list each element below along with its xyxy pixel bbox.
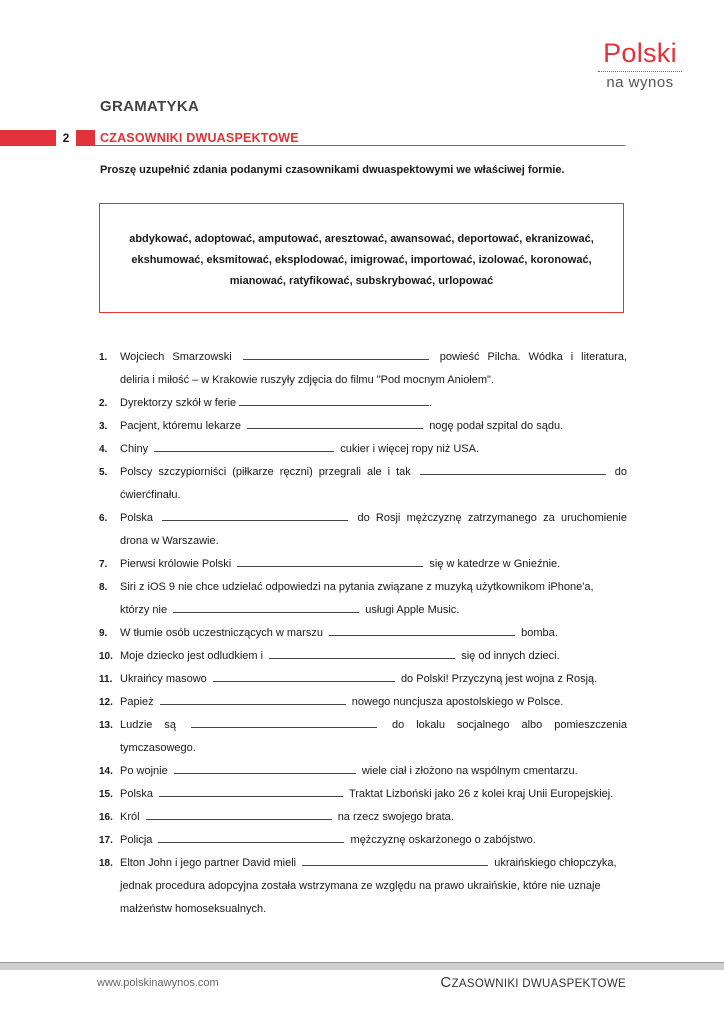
exercise-number: 14. xyxy=(99,766,113,777)
exercise-text: Elton John i jego partner David mieli xyxy=(120,857,297,869)
exercise-number: 15. xyxy=(99,789,113,800)
exercise-text: do xyxy=(614,466,627,478)
exercise-text: tymczasowego. xyxy=(120,742,196,754)
footer-title xyxy=(440,974,626,991)
exercise-number: 6. xyxy=(99,513,108,524)
exercise-text: się w katedrze w Gnieźnie. xyxy=(429,558,561,570)
exercise-number: 7. xyxy=(99,559,108,570)
exercise-text: się od innych dzieci. xyxy=(461,650,560,662)
answer-blank[interactable] xyxy=(302,854,488,866)
exercise-line xyxy=(120,461,627,484)
instruction: Proszę uzupełnić zdania podanymi czasownikami dwuaspektowymi we właściwej formie. xyxy=(100,164,565,176)
answer-blank[interactable] xyxy=(146,808,332,820)
exercise-text: do lokalu socjalnego albo pomieszczenia xyxy=(391,719,628,731)
exercise-line xyxy=(120,599,627,622)
footer-title-initial: C xyxy=(440,974,452,991)
word-bank-line: mianować, ratyfikować, subskrybować, urlopować xyxy=(229,275,494,287)
exercise-text: Moje dziecko jest odludkiem i xyxy=(120,650,264,662)
exercise-line xyxy=(120,346,627,369)
answer-blank[interactable] xyxy=(159,785,343,797)
exercise-number: 12. xyxy=(99,697,113,708)
exercise-text: Pierwsi królowie Polski xyxy=(120,558,232,570)
exercise-text: usługi Apple Music. xyxy=(365,604,460,616)
exercise-number: 8. xyxy=(99,582,108,593)
exercise-text: którzy nie xyxy=(120,604,168,616)
exercise-item xyxy=(99,392,627,415)
exercise-number: 18. xyxy=(99,858,113,869)
exercise-number: 16. xyxy=(99,812,113,823)
exercise-text: na rzecz swojego brata. xyxy=(337,811,454,823)
exercise-text: nogę podał szpital do sądu. xyxy=(429,420,564,432)
footer-band xyxy=(0,962,724,970)
exercise-item xyxy=(99,645,627,668)
answer-blank[interactable] xyxy=(191,716,377,728)
logo xyxy=(592,38,688,92)
exercise-number: 1. xyxy=(99,352,108,363)
exercise-text: . xyxy=(429,397,433,409)
exercise-number: 4. xyxy=(99,444,108,455)
logo-divider xyxy=(598,71,682,72)
exercise-text: mężczyznę oskarżonego o zabójstwo. xyxy=(350,834,536,846)
exercise-item xyxy=(99,346,627,392)
exercise-text: W tłumie osób uczestniczących w marszu xyxy=(120,627,323,639)
exercise-number: 5. xyxy=(99,467,108,478)
exercise-text: Wojciech Smarzowski xyxy=(120,351,232,363)
exercise-text: Ludzie są xyxy=(120,719,177,731)
exercise-item xyxy=(99,714,627,760)
exercise-text: ćwierćfinału. xyxy=(120,489,181,501)
exercise-text: Król xyxy=(120,811,140,823)
answer-blank[interactable] xyxy=(237,555,423,567)
exercise-text: Ukraińcy masowo xyxy=(120,673,207,685)
logo-subtitle: na wynos xyxy=(606,74,674,91)
exercise-text: Polscy szczypiorniści (piłkarze ręczni) przegrali ale i tak xyxy=(120,466,411,478)
exercise-text: Papież xyxy=(120,696,154,708)
exercise-text: drona w Warszawie. xyxy=(120,535,219,547)
exercise-item xyxy=(99,507,627,553)
exercise-item xyxy=(99,806,627,829)
exercise-number: 2 xyxy=(56,130,76,146)
answer-blank[interactable] xyxy=(329,624,515,636)
exercise-number: 13. xyxy=(99,720,113,731)
exercise-item xyxy=(99,622,627,645)
exercise-text: do Polski! Przyczyną jest wojna z Rosją. xyxy=(400,673,598,685)
exercise-text: Traktat Lizboński jako 26 z kolei kraj Unii Europejskiej. xyxy=(348,788,614,800)
exercise-list xyxy=(99,346,627,921)
exercise-line xyxy=(120,714,627,737)
exercise-item xyxy=(99,438,627,461)
answer-blank[interactable] xyxy=(239,394,429,406)
exercise-number: 9. xyxy=(99,628,108,639)
exercise-item xyxy=(99,415,627,438)
exercise-text: Policja xyxy=(120,834,153,846)
exercise-text: bomba. xyxy=(521,627,558,639)
answer-blank[interactable] xyxy=(160,693,346,705)
exercise-text: Pacjent, któremu lekarze xyxy=(120,420,242,432)
answer-blank[interactable] xyxy=(213,670,395,682)
answer-blank[interactable] xyxy=(269,647,455,659)
exercise-text: ukraińskiego chłopczyka, xyxy=(494,857,617,869)
section-bar xyxy=(0,130,95,146)
answer-blank[interactable] xyxy=(158,831,344,843)
exercise-text: wiele ciał i złożono na wspólnym cmentarzu. xyxy=(361,765,578,777)
exercise-text: Siri z iOS 9 nie chce udzielać odpowiedzi na pytania związane z muzyką użytkownikom iPhone'a, xyxy=(120,581,594,593)
footer-url: www.polskinawynos.com xyxy=(97,977,219,989)
section-underline xyxy=(95,145,625,146)
exercise-item xyxy=(99,829,627,852)
exercise-title: CZASOWNIKI DWUASPEKTOWE xyxy=(100,131,299,145)
exercise-number: 2. xyxy=(99,398,108,409)
answer-blank[interactable] xyxy=(174,762,356,774)
exercise-text: Polska xyxy=(120,512,154,524)
exercise-item xyxy=(99,760,627,783)
exercise-item xyxy=(99,553,627,576)
exercise-line xyxy=(120,507,627,530)
exercise-item xyxy=(99,691,627,714)
exercise-text: nowego nuncjusza apostolskiego w Polsce. xyxy=(351,696,564,708)
exercise-item xyxy=(99,852,627,921)
exercise-text: cukier i więcej ropy niż USA. xyxy=(340,443,480,455)
exercise-item xyxy=(99,668,627,691)
exercise-item xyxy=(99,576,627,622)
exercise-number: 11. xyxy=(99,674,113,685)
exercise-text: jednak procedura adopcyjna została wstrzymana ze względu na prawo ukraińskie, które nie uznaje xyxy=(120,880,601,892)
exercise-line xyxy=(120,852,627,875)
answer-blank[interactable] xyxy=(247,417,423,429)
exercise-text: Po wojnie xyxy=(120,765,168,777)
logo-main: Polski xyxy=(603,38,677,68)
exercise-text: do Rosji mężczyznę zatrzymanego za uruchomienie xyxy=(357,512,627,524)
exercise-number: 17. xyxy=(99,835,113,846)
exercise-number: 3. xyxy=(99,421,108,432)
exercise-text: Polska xyxy=(120,788,154,800)
answer-blank[interactable] xyxy=(162,509,348,521)
exercise-number: 10. xyxy=(99,651,113,662)
word-bank xyxy=(99,203,624,313)
exercise-text: Chiny xyxy=(120,443,149,455)
exercise-text: deliria i miłość – w Krakowie ruszyły zdjęcia do filmu "Pod mocnym Aniołem". xyxy=(120,374,494,386)
answer-blank[interactable] xyxy=(154,440,334,452)
exercise-text: Dyrektorzy szkół w ferie xyxy=(120,397,237,409)
word-bank-line: ekshumować, eksmitować, eksplodować, imigrować, importować, izolować, koronować, xyxy=(131,254,592,266)
answer-blank[interactable] xyxy=(173,601,359,613)
answer-blank[interactable] xyxy=(243,348,429,360)
exercise-text: powieść Pilcha. Wódka i literatura, xyxy=(439,351,627,363)
footer-title-rest: ZASOWNIKI DWUASPEKTOWE xyxy=(451,978,626,990)
word-bank-line: abdykować, adoptować, amputować, aresztować, awansować, deportować, ekranizować, xyxy=(129,233,594,245)
exercise-item xyxy=(99,783,627,806)
section-title: GRAMATYKA xyxy=(100,98,200,115)
answer-blank[interactable] xyxy=(420,463,606,475)
exercise-item xyxy=(99,461,627,507)
exercise-text: małżeństw homoseksualnych. xyxy=(120,903,267,915)
